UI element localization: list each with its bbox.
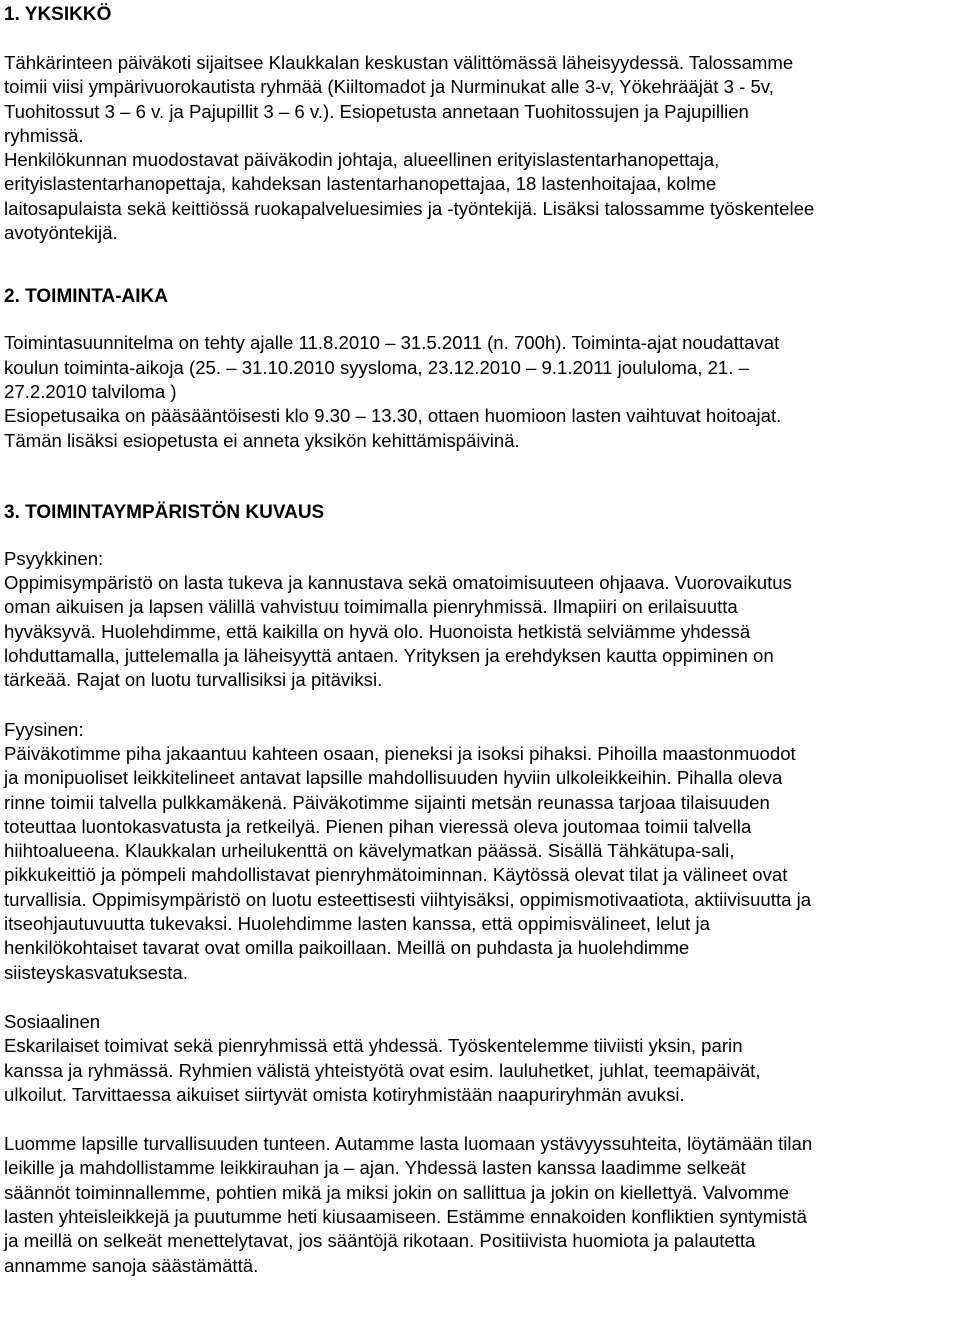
subsection-label-psyykkinen: Psyykkinen: [4, 547, 104, 569]
text-line: erityislastentarhanopettaja, kahdeksan lastentarhanopettajaa, 18 lastenhoitajaa, kolme [4, 173, 717, 195]
text-line: Esiopetusaika on pääsääntöisesti klo 9.30 – 13.30, ottaen huomioon lasten vaihtuvat hoitoajat. [4, 405, 782, 427]
text-line: ja monipuoliset leikkitelineet antavat lapsille mahdollisuuden hyviin ulkoleikkeihin. Pihalla oleva [4, 767, 783, 789]
text-line: Tähkärinteen päiväkoti sijaitsee Klaukkalan keskustan välittömässä läheisyydessä. Talossamme [4, 52, 794, 73]
text-line: avotyöntekijä. [4, 222, 118, 244]
text-line: tärkeää. Rajat on luotu turvallisiksi ja pitäviksi. [4, 669, 383, 691]
document-page [4, 0, 958, 1278]
text-line: itseohjautuvuutta tukevaksi. Huolehdimme lasten kanssa, että oppimisvälineet, lelut ja [4, 913, 710, 935]
section-heading-toiminta-aika: 2. TOIMINTA-AIKA [4, 286, 168, 308]
text-line: henkilökohtaiset tavarat ovat omilla paikoillaan. Meillä on puhdasta ja huolehdimme [4, 937, 690, 959]
text-line: toimii viisi ympärivuorokautista ryhmää (Kiiltomadot ja Nurminukat alle 3-v, Yökehrääjät 3 - 5v, [4, 76, 774, 98]
text-line: Päiväkotimme piha jakaantuu kahteen osaan, pieneksi ja isoksi pihaksi. Pihoilla maastonmuodot [4, 742, 796, 764]
text-line: ja meillä on selkeät menettelytavat, jos sääntöjä rikotaan. Positiivista huomiota ja palautetta [4, 1230, 756, 1252]
section-paragraph-toiminta-aika [4, 331, 958, 452]
text-line: Eskarilaiset toimivat sekä pienryhmissä että yhdessä. Työskentelemme tiiviisti yksin, parin [4, 1035, 743, 1057]
text-line: toteuttaa luontokasvatusta ja retkeilyä. Pienen pihan vieressä oleva joutomaa toimii talvella [4, 815, 752, 837]
subsection-label-fyysinen: Fyysinen: [4, 718, 84, 740]
text-line: säännöt toiminnallemme, pohtien mikä ja miksi jokin on sallittua ja jokin on kiellettyä. Valvomme [4, 1181, 790, 1203]
subsection-paragraph-sosiaalinen [4, 1034, 958, 1107]
text-line: Luomme lapsille turvallisuuden tunteen. Autamme lasta luomaan ystävyyssuhteita, löytämään tilan [4, 1133, 813, 1155]
text-line: rinne toimii talvella pulkkamäkenä. Päiväkotimme sijainti metsän reunassa tarjoaa tilaisuuden [4, 791, 770, 813]
text-line: hiihtoalueena. Klaukkalan urheilukenttä on kävelymatkan päässä. Sisällä Tähkätupa-sali, [4, 840, 735, 862]
text-line: lohduttamalla, juttelemalla ja läheisyyttä antaen. Yrityksen ja erehdyksen kautta oppiminen on [4, 645, 774, 667]
text-line: ryhmissä. [4, 124, 84, 146]
text-line: kanssa ja ryhmässä. Ryhmien välistä yhteistyötä ovat esim. lauluhetket, juhlat, teemapäivät, [4, 1059, 761, 1081]
text-line: Oppimisympäristö on lasta tukeva ja kannustava sekä omatoimisuuteen ohjaava. Vuorovaikutus [4, 572, 792, 594]
section-heading-toimintaympariston-kuvaus: 3. TOIMINTAYMPÄRISTÖN KUVAUS [4, 501, 325, 523]
section-heading-yksikko: 1. YKSIKKÖ [4, 4, 112, 25]
subsection-paragraph-fyysinen [4, 742, 958, 985]
text-line: hyväksyvä. Huolehdimme, että kaikilla on hyvä olo. Huonoista hetkistä selviämme yhdessä [4, 620, 751, 642]
closing-paragraph [4, 1132, 958, 1278]
text-line: oman aikuisen ja lapsen välillä vahvistuu toimimalla pienryhmissä. Ilmapiiri on erilaisuutta [4, 596, 738, 618]
text-line: Henkilökunnan muodostavat päiväkodin johtaja, alueellinen erityislastentarhanopettaja, [4, 149, 720, 171]
subsection-paragraph-psyykkinen [4, 571, 958, 692]
section-paragraph-yksikko [4, 51, 958, 245]
text-line: turvallisia. Oppimisympäristö on luotu esteettisesti viihtyisäksi, oppimismotivaatiota, aktiivisuutta ja [4, 888, 812, 910]
subsection-label-sosiaalinen: Sosiaalinen [4, 1010, 101, 1032]
text-line: Tämän lisäksi esiopetusta ei anneta yksikön kehittämispäivinä. [4, 429, 520, 451]
text-line: koulun toiminta-aikoja (25. – 31.10.2010 syysloma, 23.12.2010 – 9.1.2011 joululoma, 21. – [4, 356, 749, 378]
text-line: leikille ja mahdollistamme leikkirauhan ja – ajan. Yhdessä lasten kanssa laadimme selkeät [4, 1157, 746, 1179]
text-line: Toimintasuunnitelma on tehty ajalle 11.8.2010 – 31.5.2011 (n. 700h). Toiminta-ajat noudattavat [4, 332, 780, 354]
text-line: Tuohitossut 3 – 6 v. ja Pajupillit 3 – 6 v.). Esiopetusta annetaan Tuohitossujen ja Pajupillien [4, 100, 749, 122]
text-line: annamme sanoja säästämättä. [4, 1254, 259, 1276]
text-line: pikkukeittiö ja pömpeli mahdollistavat pienryhmätoiminnan. Käytössä olevat tilat ja välineet ovat [4, 864, 788, 886]
text-line: ulkoilut. Tarvittaessa aikuiset siirtyvät omista kotiryhmistään naapuriryhmän avuksi. [4, 1083, 685, 1105]
text-line: siisteyskasvatuksesta. [4, 961, 188, 983]
text-line: lasten yhteisleikkejä ja puutumme heti kiusaamiseen. Estämme ennakoiden konfliktien syntymistä [4, 1205, 808, 1227]
text-line: 27.2.2010 talviloma ) [4, 380, 177, 402]
text-line: laitosapulaista sekä keittiössä ruokapalveluesimies ja -työntekijä. Lisäksi talossamme työskentelee [4, 197, 815, 219]
